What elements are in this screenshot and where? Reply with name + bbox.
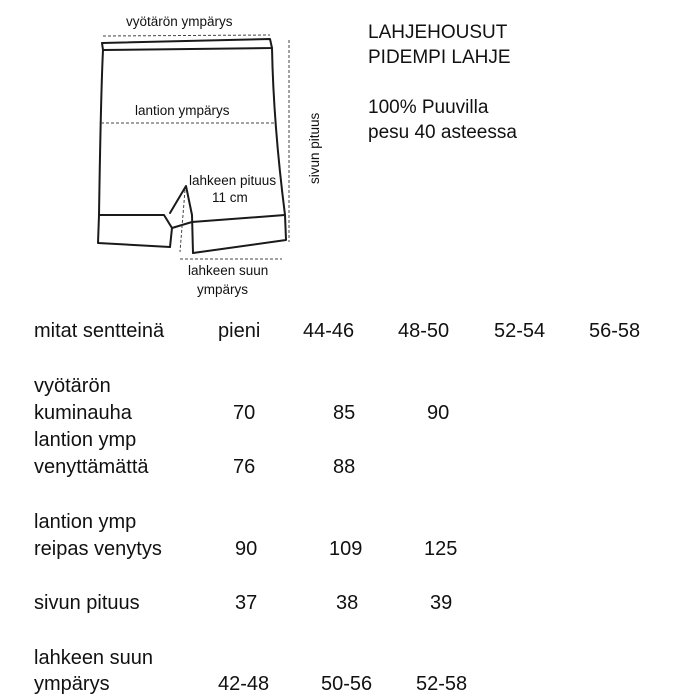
table-header-size: 48-50 bbox=[398, 320, 450, 342]
table-cell: 85 bbox=[333, 402, 356, 424]
table-header-label: mitat sentteinä bbox=[34, 320, 165, 342]
leg-opening-label-line1: lahkeen suun bbox=[188, 263, 269, 278]
side-length-label: sivun pituus bbox=[307, 112, 322, 184]
table-cell: 109 bbox=[329, 538, 363, 560]
table-cell: 88 bbox=[333, 456, 356, 478]
product-title-line2: PIDEMPI LAHJE bbox=[368, 47, 511, 68]
table-header-size: pieni bbox=[218, 320, 261, 342]
table-cell: 38 bbox=[336, 592, 359, 614]
leg-length-label: lahkeen pituus bbox=[189, 173, 277, 188]
row-label: venyttämättä bbox=[34, 456, 149, 478]
table-cell: 39 bbox=[430, 592, 453, 614]
table-header-size: 44-46 bbox=[303, 320, 355, 342]
row-label: reipas venytys bbox=[34, 538, 162, 560]
product-material: 100% Puuvilla bbox=[368, 97, 489, 118]
table-cell: 37 bbox=[235, 592, 258, 614]
row-label: lahkeen suun bbox=[34, 647, 153, 669]
product-wash: pesu 40 asteessa bbox=[368, 122, 517, 143]
row-label: kuminauha bbox=[34, 402, 132, 424]
leg-opening-label-line2: ympärys bbox=[197, 282, 249, 297]
table-cell: 125 bbox=[424, 538, 458, 560]
row-label: ympärys bbox=[34, 673, 110, 695]
product-info bbox=[368, 20, 517, 145]
waist-label: vyötärön ympärys bbox=[126, 14, 233, 29]
leg-length-value: 11 cm bbox=[212, 190, 248, 205]
table-cell: 50-56 bbox=[321, 673, 373, 695]
table-cell: 70 bbox=[233, 402, 256, 424]
table-header-size: 56-58 bbox=[589, 320, 641, 342]
table-cell: 76 bbox=[233, 456, 256, 478]
product-title-line1: LAHJEHOUSUT bbox=[368, 22, 508, 43]
row-label: sivun pituus bbox=[34, 592, 140, 614]
table-cell: 90 bbox=[427, 402, 450, 424]
table-cell: 90 bbox=[235, 538, 258, 560]
row-label: vyötärön bbox=[34, 375, 111, 397]
row-label: lantion ymp bbox=[34, 511, 137, 533]
table-header-size: 52-54 bbox=[494, 320, 546, 342]
table-cell: 42-48 bbox=[218, 673, 270, 695]
row-label: lantion ymp bbox=[34, 429, 137, 451]
shorts-diagram bbox=[0, 0, 700, 310]
table-cell: 52-58 bbox=[416, 673, 468, 695]
hip-label: lantion ympärys bbox=[135, 103, 230, 118]
